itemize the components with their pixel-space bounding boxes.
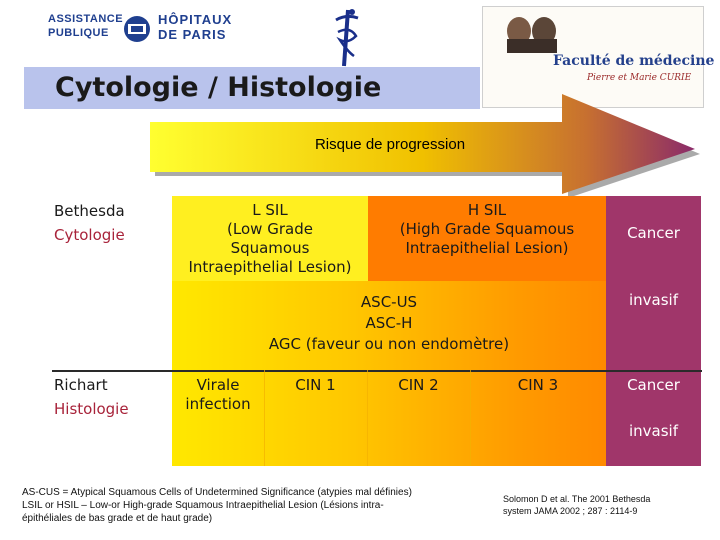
reference	[503, 493, 703, 517]
viral-line: infection	[185, 395, 251, 413]
portrait-icon	[489, 13, 599, 53]
asc-line: ASC-H	[365, 314, 413, 332]
asc-line: ASC-US	[360, 293, 418, 311]
lsil-cell	[172, 201, 368, 277]
invasive-label-1: invasif	[628, 291, 678, 309]
caduceus-logo-icon	[326, 6, 366, 70]
row-divider	[52, 370, 702, 372]
row-label-richart: Richart	[54, 376, 108, 394]
aphp-logo	[48, 12, 233, 48]
faculty-subtitle: Pierre et Marie CURIE	[587, 73, 692, 83]
faculty-title: Faculté de médecine	[553, 53, 715, 69]
page-title: Cytologie / Histologie	[55, 72, 382, 103]
lsil-title: L SIL	[252, 201, 288, 219]
lsil-line: Squamous	[230, 239, 310, 257]
faculty-logo	[482, 6, 715, 108]
viral-infection-cell	[172, 376, 264, 414]
hsil-line: (High Grade Squamous	[399, 220, 575, 238]
aphp-line-2: PUBLIQUE	[48, 27, 109, 39]
hsil-title: H SIL	[467, 201, 507, 219]
aphp-line-1: ASSISTANCE	[48, 13, 124, 25]
aphp-line-3: HÔPITAUX	[158, 12, 233, 27]
cancer-label-2: Cancer	[627, 376, 680, 394]
lsil-line: (Low Grade	[227, 220, 313, 238]
aphp-emblem-icon	[120, 14, 154, 44]
row-label-bethesda: Bethesda	[54, 202, 125, 220]
hsil-cell	[368, 201, 606, 258]
cin1-cell: CIN 1	[295, 376, 336, 394]
invasive-label-2: invasif	[628, 422, 678, 440]
asc-cell	[172, 292, 606, 355]
aphp-line-4: DE PARIS	[158, 27, 227, 42]
footnote-line: LSIL or HSIL – Low-or High-grade Squamous Intraepithelial Lesion (Lésions intra-	[22, 500, 384, 511]
footnote-line: épithéliales de bas grade et de haut grade)	[22, 513, 213, 524]
footnote	[22, 486, 492, 525]
hsil-line: Intraepithelial Lesion)	[405, 239, 569, 257]
asc-line: AGC (faveur ou non endomètre)	[268, 335, 510, 353]
cin2-cell: CIN 2	[398, 376, 439, 394]
lsil-line: Intraepithelial Lesion)	[188, 258, 352, 276]
viral-line: Virale	[196, 376, 240, 394]
arrow-label: Risque de progression	[314, 136, 466, 153]
reference-line: system JAMA 2002 ; 287 : 2114-9	[503, 506, 638, 516]
row-sublabel-cytologie: Cytologie	[54, 226, 125, 244]
row-sublabel-histologie: Histologie	[54, 400, 129, 418]
cin3-cell: CIN 3	[517, 376, 559, 394]
cancer-label-1: Cancer	[627, 224, 680, 242]
footnote-line: AS-CUS = Atypical Squamous Cells of Undetermined Significance (atypies mal définies)	[22, 487, 412, 498]
reference-line: Solomon D et al. The 2001 Bethesda	[503, 494, 651, 504]
